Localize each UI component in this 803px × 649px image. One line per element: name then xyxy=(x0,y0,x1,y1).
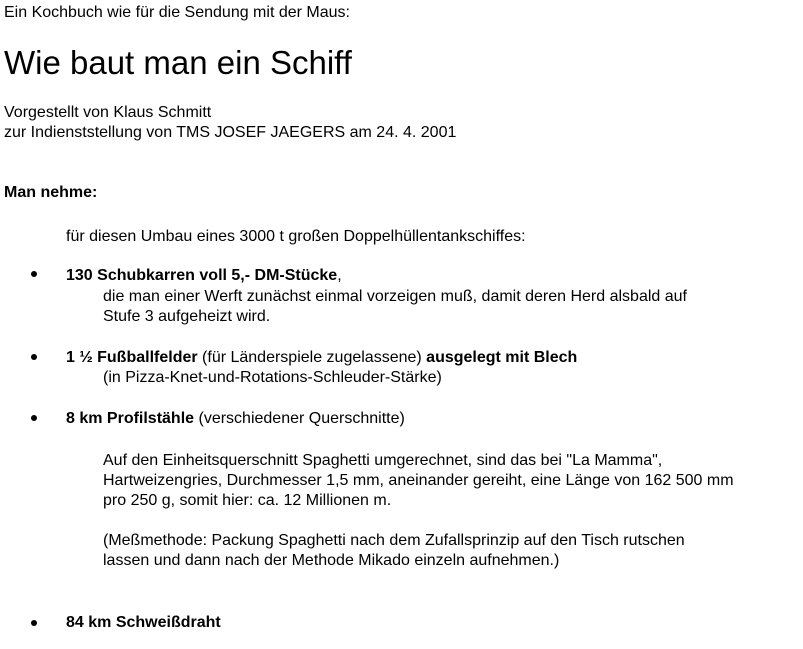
section-intro: für diesen Umbau eines 3000 t großen Doppelhüllentankschiffes: xyxy=(66,228,526,245)
list-item-3-para-2-line-2: lassen und dann nach der Methode Mikado einzeln aufnehmen.) xyxy=(103,552,560,569)
list-item-1-after: , xyxy=(337,267,342,284)
bullet-icon xyxy=(31,415,37,421)
list-item-1-title xyxy=(66,266,342,286)
section-heading: Man nehme: xyxy=(4,184,98,201)
list-item-3-para-1-line-2: Hartweizengries, Durchmesser 1,5 mm, aneinander gereiht, eine Länge von 162 500 mm xyxy=(103,472,734,489)
list-item-2-bold-2: ausgelegt mit Blech xyxy=(426,349,578,366)
bullet-icon xyxy=(31,271,37,277)
list-item-2-line: (in Pizza-Knet-und-Rotations-Schleuder-Stärke) xyxy=(103,369,442,386)
list-item-1-bold: 130 Schubkarren voll 5,- DM-Stücke xyxy=(66,267,338,284)
list-item-2-bold-1: 1 ½ Fußballfelder xyxy=(66,349,198,366)
presenter-line: Vorgestellt von Klaus Schmitt xyxy=(4,104,212,121)
page-title: Wie baut man ein Schiff xyxy=(4,44,352,81)
list-item-3-para-2-line-1: (Meßmethode: Packung Spaghetti nach dem Zufallsprinzip auf den Tisch rutschen xyxy=(103,532,685,549)
list-item-3-after: (verschiedener Querschnitte) xyxy=(194,410,405,427)
list-item-2-title xyxy=(66,348,577,368)
list-item-4-title: 84 km Schweißdraht xyxy=(66,614,221,631)
list-item-1-line-2: Stufe 3 aufgeheizt wird. xyxy=(103,308,271,325)
occasion-line: zur Indienststellung von TMS JOSEF JAEGERS am 24. 4. 2001 xyxy=(4,124,457,141)
bullet-icon xyxy=(31,620,37,626)
list-item-1-line-1: die man einer Werft zunächst einmal vorzeigen muß, damit deren Herd alsbald auf xyxy=(103,288,687,305)
list-item-3-para-1-line-1: Auf den Einheitsquerschnitt Spaghetti umgerechnet, sind das bei "La Mamma", xyxy=(103,452,663,469)
list-item-2-normal: (für Länderspiele zugelassene) xyxy=(197,349,427,366)
list-item-3-title xyxy=(66,409,405,429)
kicker-line: Ein Kochbuch wie für die Sendung mit der Maus: xyxy=(4,4,350,21)
list-item-3-para-1-line-3: pro 250 g, somit hier: ca. 12 Millionen m. xyxy=(103,492,392,509)
bullet-icon xyxy=(31,354,37,360)
list-item-3-bold: 8 km Profilstähle xyxy=(66,410,195,427)
